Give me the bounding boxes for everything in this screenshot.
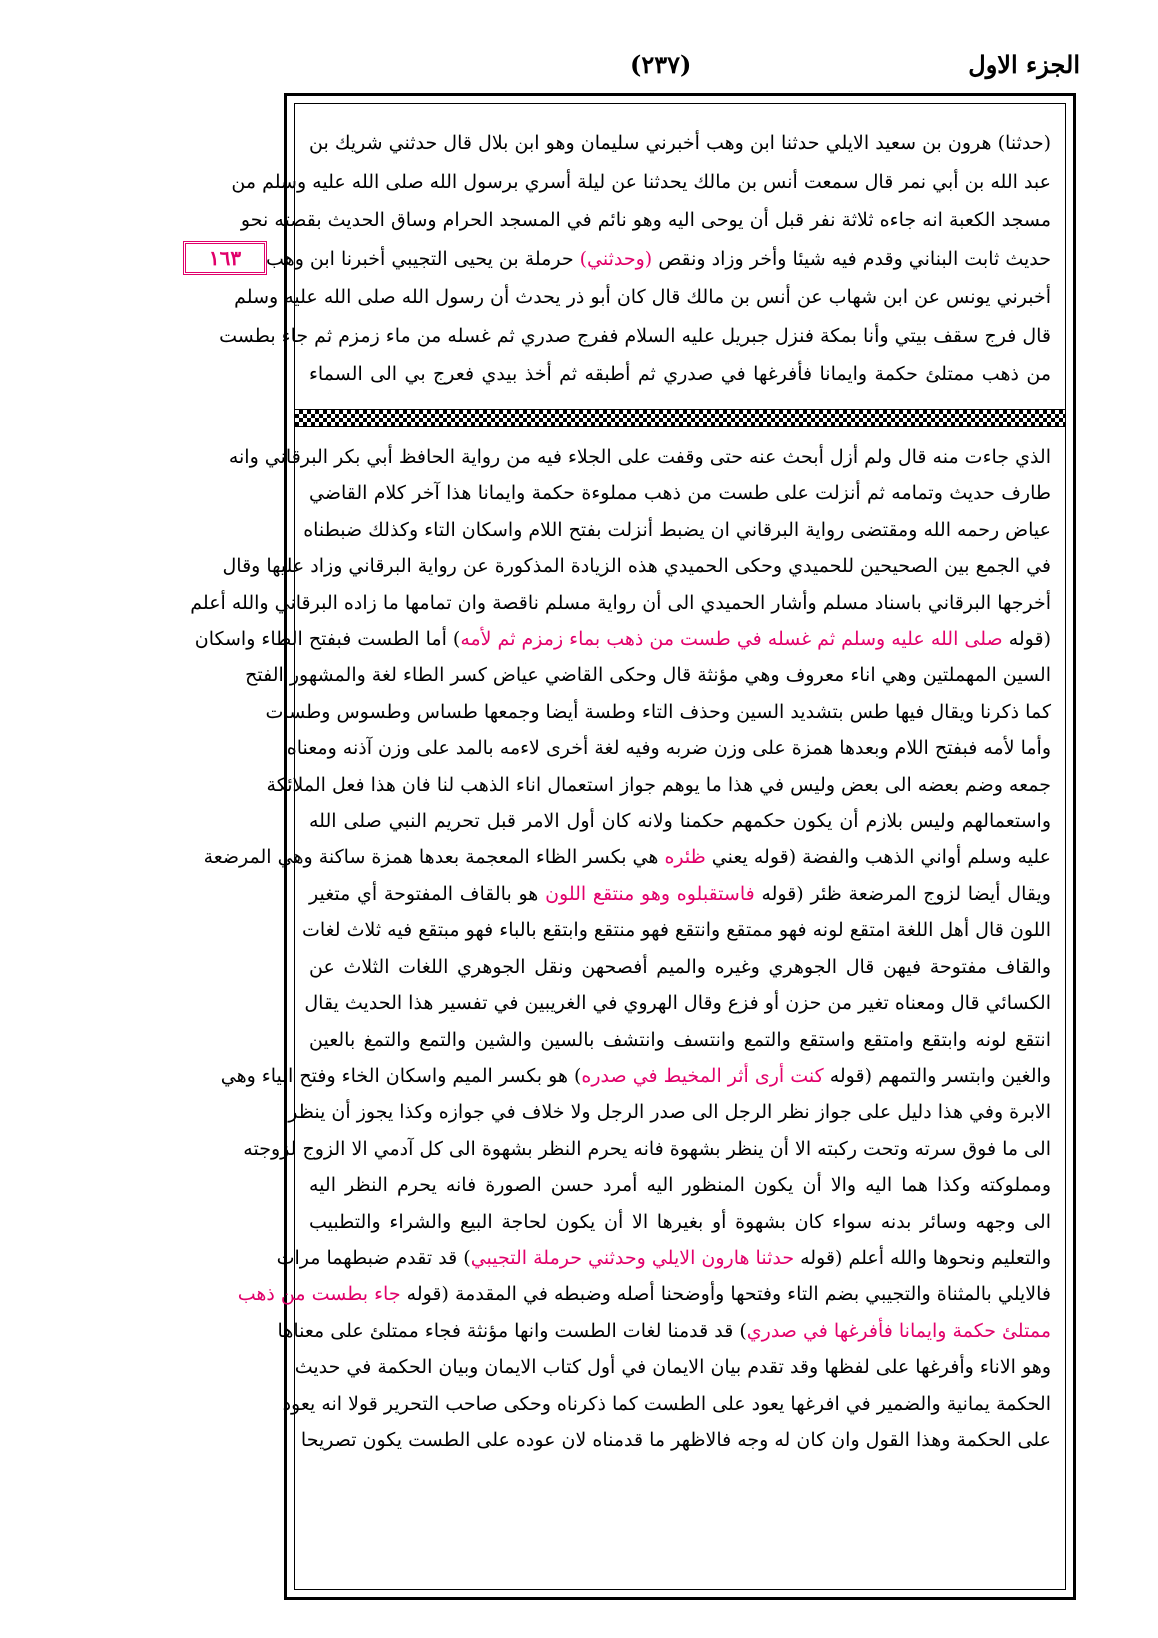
- sharh-line: [277, 1313, 1051, 1349]
- matn-line: [240, 201, 1051, 240]
- sharh-line: [276, 1240, 1051, 1276]
- sharh-line: [309, 1022, 1051, 1058]
- text-segment: والتعليم ونحوها والله أعلم (قوله: [794, 1246, 1051, 1269]
- sharh-line: [282, 1386, 1051, 1422]
- page-header: [285, 50, 1080, 90]
- matn-line: [231, 163, 1051, 202]
- text-segment: واستعمالهم وليس بلازم أن يكون حكمهم حكمنا ولانه كان أول الامر قبل تحريم النبي صلى الله: [309, 810, 1052, 833]
- text-segment: (حدثنا) هرون بن سعيد الايلي حدثنا ابن وهب أخبرني سليمان وهو ابن بلال قال حدثني شريك بن: [309, 132, 1051, 154]
- text-segment: الى ما فوق سرته وتحت ركبته الا أن ينظر بشهوة فانه يحرم النظر بشهوة الى كل آدمي الا الزوج لزوجته: [243, 1137, 1051, 1160]
- text-segment: هي بكسر الظاء المعجمة بعدها همزة ساكنة وهي المرضعة: [203, 846, 665, 869]
- text-segment: ) قد تقدم ضبطهما مرات: [276, 1246, 471, 1269]
- hadith-number-box: ١٦٣: [183, 241, 267, 275]
- highlighted-phrase: ظئره: [664, 846, 706, 869]
- sharh-line: [245, 657, 1051, 693]
- matn-line: [309, 124, 1051, 163]
- sharh-line: [286, 730, 1051, 766]
- sharh-line: [303, 512, 1051, 548]
- sharh-line: [309, 803, 1051, 839]
- matn-line: [219, 317, 1051, 356]
- sharh-line: [243, 1131, 1051, 1167]
- checkered-divider: [295, 409, 1065, 427]
- text-segment: اللون قال أهل اللغة امتقع لونه فهو ممتقع وانتقع فهو منتقع وابتقع بالباء فهو مبتقع فيه ثلاث لغات: [301, 919, 1051, 942]
- text-segment: ويقال أيضا لزوج المرضعة ظئر (قوله: [754, 882, 1051, 905]
- text-segment: انتقع لونه وابتقع وامتقع واستقع والتمع وانتسف وانتشف بالسين والشين والتمع والتمغ بالعين: [309, 1028, 1051, 1051]
- sharh-line: [265, 694, 1051, 730]
- sharh-line: [309, 949, 1051, 985]
- text-segment: مسجد الكعبة انه جاءه ثلاثة نفر قبل أن يوحى اليه وهو نائم في المسجد الحرام وساق الحديث بقصته نحو: [240, 209, 1051, 231]
- text-segment: هو بالقاف المفتوحة أي متغير: [309, 882, 546, 905]
- matn-line: [234, 278, 1051, 317]
- text-segment: وأما لأمه فبفتح اللام وبعدها همزة على وزن ضربه وفيه لغة أخرى لاءمه بالمد على وزن آذنه ومعناه: [286, 737, 1051, 760]
- text-segment: الابرة وفي هذا دليل على جواز نظر الرجل الى صدر الرجل ولا خلاف في جوازه وكذا يجوز أن ينظر: [288, 1101, 1051, 1124]
- text-segment: الذي جاءت منه قال ولم أزل أبحث عنه حتى وقفت على الجلاء فيه من رواية الحافظ أبي بكر البرقاني وانه: [228, 446, 1051, 468]
- text-segment: على الحكمة وهذا القول وان كان له وجه فالاظهر ما قدمناه لان عوده على الطست يكون تصريحا: [300, 1428, 1051, 1451]
- text-segment: ) هو بكسر الميم واسكان الخاء وفتح الياء وهي: [220, 1064, 582, 1087]
- sharh-line: [309, 876, 1051, 912]
- sharh-line: [228, 439, 1051, 475]
- text-segment: عليه وسلم أواني الذهب والفضة (قوله يعني: [705, 846, 1051, 869]
- sharh-line: [266, 767, 1051, 803]
- sharh-line: [203, 839, 1051, 875]
- text-segment: عياض رحمه الله ومقتضى رواية البرقاني ان يضبط أنزلت بفتح اللام واسكان التاء وكذلك ضبطناه: [303, 518, 1051, 541]
- commentary-text: [190, 439, 1052, 1579]
- sharh-line: [237, 1276, 1051, 1312]
- matn-line: [309, 355, 1051, 394]
- highlighted-phrase: كنت أرى أثر المخيط في صدره: [581, 1064, 824, 1087]
- part-label: الجزء الاول: [968, 50, 1080, 79]
- sharh-line: [294, 1349, 1051, 1385]
- text-segment: الكسائي قال ومعناه تغير من حزن أو فزع وقال الهروي في الغريبين في تفسير هذا الحديث يقال: [304, 992, 1051, 1015]
- text-segment: والغين وابتسر والتمهم (قوله: [823, 1064, 1051, 1087]
- text-segment: والقاف مفتوحة فيهن قال الجوهري وغيره والميم أفصحهن ونقل الجوهري اللغات الثلاث عن: [309, 955, 1051, 978]
- text-segment: حرملة بن يحيى التجيبي أخبرنا ابن وهب: [266, 247, 580, 270]
- page-number: (٢٣٧): [630, 50, 692, 79]
- text-segment: فالايلي بالمثناة والتجيبي بضم التاء وفتحها وأوضحنا أصله وضبطه في المقدمة (قوله: [400, 1283, 1051, 1306]
- sharh-line: [309, 475, 1051, 511]
- text-segment: ) قد قدمنا لغات الطست وانها مؤنثة فجاء ممتلئ على معناها: [277, 1319, 747, 1342]
- highlighted-phrase: فاستقبلوه وهو منتقع اللون: [545, 882, 755, 905]
- text-segment: ) أما الطست فبفتح الطاء واسكان: [194, 628, 461, 651]
- sharh-line: [309, 1167, 1051, 1203]
- sharh-line: [300, 1422, 1051, 1458]
- text-segment: أخرجها البرقاني باسناد مسلم وأشار الحميدي الى أن رواية مسلم ناقصة وان تمامها ما زاده البرقاني والله أعلم: [190, 591, 1051, 614]
- sharh-line: [220, 1058, 1051, 1094]
- text-segment: وهو الاناء وأفرغها على لفظها وقد تقدم بيان الايمان في أول كتاب الايمان وبيان الحكمة في حديث: [294, 1356, 1051, 1379]
- sharh-line: [190, 585, 1051, 621]
- highlighted-phrase: (وحدثني): [579, 247, 653, 270]
- text-segment: ومملوكته وكذا هما اليه والا أن يكون المنظور اليه أمرد حسن الصورة فانه يحرم النظر اليه: [309, 1174, 1051, 1197]
- sharh-line: [288, 1094, 1051, 1130]
- text-segment: كما ذكرنا ويقال فيها طس بتشديد السين وحذف التاء وطسة أيضا وجمعها طساس وطسوس وطسات: [265, 700, 1051, 723]
- text-segment: عبد الله بن أبي نمر قال سمعت أنس بن مالك يحدثنا عن ليلة أسري برسول الله صلى الله عليه وسلم من: [231, 170, 1051, 193]
- text-segment: حديث ثابت البناني وقدم فيه شيئا وأخر وزاد ونقص: [652, 247, 1051, 270]
- text-segment: طارف حديث وتمامه ثم أنزلت على طست من ذهب مملوءة حكمة وايمانا هذا آخر كلام القاضي: [309, 482, 1051, 505]
- sharh-line: [222, 548, 1051, 584]
- highlighted-phrase: جاء بطست من ذهب: [237, 1283, 401, 1306]
- highlighted-phrase: حدثنا هارون الايلي وحدثني حرملة التجيبي: [470, 1246, 795, 1269]
- sharh-line: [309, 1204, 1051, 1240]
- text-segment: جمعه وضم بعضه الى بعض وليس في هذا ما يوهم جواز استعمال اناء الذهب لنا فان هذا فعل الملائكة: [266, 773, 1051, 796]
- sharh-line: [194, 621, 1051, 657]
- highlighted-phrase: ممتلئ حكمة وايمانا فأفرغها في صدري: [746, 1319, 1051, 1342]
- sharh-line: [301, 912, 1051, 948]
- text-segment: قال فرج سقف بيتي وأنا بمكة فنزل جبريل عليه السلام ففرج صدري ثم غسله من ماء زمزم ثم جاء بطست: [219, 324, 1051, 347]
- sharh-line: [304, 985, 1051, 1021]
- highlighted-phrase: صلى الله عليه وسلم ثم غسله في طست من ذهب بماء زمزم ثم لأمه: [460, 628, 1003, 651]
- text-segment: من ذهب ممتلئ حكمة وايمانا فأفرغها في صدري ثم أطبقه ثم أخذ بيدي فعرج بي الى السماء: [309, 363, 1051, 385]
- text-segment: (قوله: [1002, 628, 1051, 651]
- text-segment: الحكمة يمانية والضمير في افرغها يعود على الطست كما ذكرناه وحكى صاحب التحرير قولا انه يعود: [282, 1392, 1051, 1415]
- text-segment: السين المهملتين وهي اناء معروف وهي مؤنثة قال وحكى القاضي عياض كسر الطاء لغة والمشهور الفتح: [245, 664, 1051, 687]
- text-segment: في الجمع بين الصحيحين للحميدي وحكى الحميدي هذه الزيادة المذكورة عن رواية البرقاني وزاد عليها وقال: [222, 555, 1051, 578]
- text-segment: الى وجهه وسائر بدنه سواء كان بشهوة أو بغيرها الا أن يكون لحاجة البيع والشراء والتطبيب: [309, 1210, 1051, 1233]
- text-segment: أخبرني يونس عن ابن شهاب عن أنس بن مالك قال كان أبو ذر يحدث أن رسول الله صلى الله عليه وسلم: [234, 286, 1051, 308]
- matn-line: [266, 240, 1051, 279]
